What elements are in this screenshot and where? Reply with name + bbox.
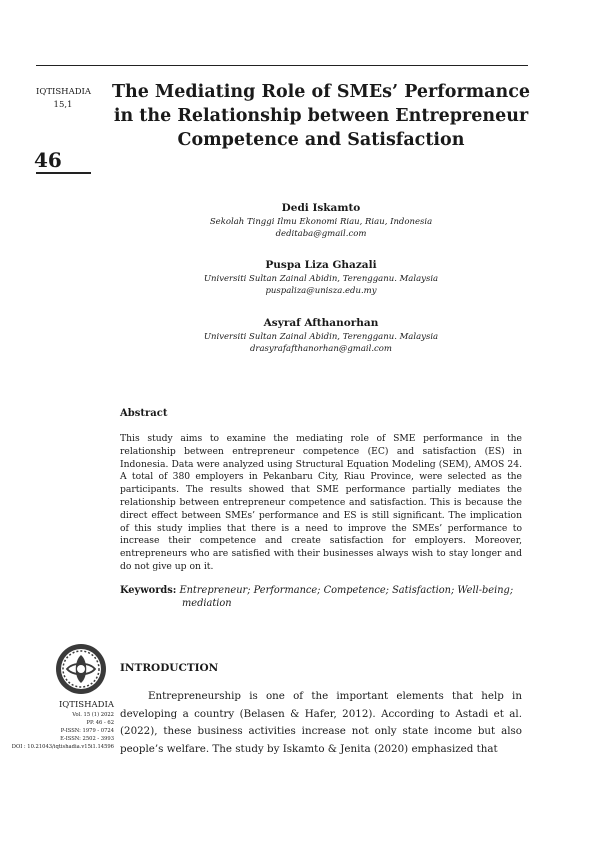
journal-label [36, 86, 90, 112]
introduction-text: Entrepreneurship is one of the important elements that help in developing a country (Belasen & Hafer, 2012). According to Astadi et al. (2022), these business activities increase not only state income but also people’s welfare. The study by Iskamto & Jenita (2020) emphasized that [120, 690, 522, 755]
author-affiliation: Universiti Sultan Zainal Abidin, Terengganu. Malaysia [203, 274, 439, 284]
meta-journal-name: IQTISHADIA [58, 700, 114, 710]
page-number: 46 [34, 148, 62, 172]
author-1 [120, 201, 522, 240]
meta-volume: Vol. 15 (1) 2022 [72, 712, 114, 718]
author-2 [120, 258, 522, 297]
header-rule [36, 65, 528, 66]
author-affiliation: Sekolah Tinggi Ilmu Ekonomi Riau, Riau, Indonesia [209, 217, 433, 227]
meta-doi: DOI : 10.21043/iqtishadia.v15i1.14596 [11, 744, 114, 750]
author-name: Dedi Iskamto [281, 202, 361, 214]
meta-pissn: P-ISSN: 1979 - 0724 [60, 728, 114, 734]
author-email: drasyrafafthanorhan@gmail.com [249, 344, 392, 354]
page-number-rule [36, 172, 91, 174]
introduction-heading: INTRODUCTION [120, 662, 219, 674]
journal-logo-icon [55, 643, 107, 695]
journal-name: IQTISHADIA [36, 87, 92, 97]
author-3 [120, 316, 522, 355]
keywords-list-cont: mediation [182, 598, 232, 609]
author-name: Asyraf Afthanorhan [263, 317, 379, 329]
author-email: puspaliza@unisza.edu.my [265, 286, 377, 296]
keywords [120, 584, 522, 610]
author-email: deditaba@gmail.com [275, 229, 367, 239]
keywords-list: Entrepreneur; Performance; Competence; Satisfaction; Well-being; [179, 585, 514, 596]
abstract-heading: Abstract [120, 408, 168, 419]
author-affiliation: Universiti Sultan Zainal Abidin, Terengganu. Malaysia [203, 332, 439, 342]
meta-eissn: E-ISSN: 2502 - 3993 [60, 736, 114, 742]
journal-volume: 15,1 [53, 100, 73, 110]
author-name: Puspa Liza Ghazali [265, 259, 377, 271]
abstract-text: This study aims to examine the mediating role of SME performance in the relationship between entrepreneur competence (EC) and satisfaction (ES) in Indonesia. Data were analyzed using Structural Equation Modeling (SEM), AMOS 24. A total of 380 employers in Pekanbaru City, Riau Province, were selected as the participants. The results showed that SME performance partially mediates the relationship between entrepreneur competence and satisfaction. This is because the direct effect between SMEs’ performance and ES is still significant. The implication of this study implies that there is a need to improve the SMEs’ performance to increase their competence and create satisfaction for employers. Moreover, entrepreneurs who are satisfied with their businesses always wish to stay longer and do not give up on it. [120, 433, 522, 572]
keywords-label: Keywords: [120, 585, 177, 596]
meta-pages: PP. 46 - 62 [86, 720, 114, 726]
journal-meta [0, 700, 114, 751]
paper-title: The Mediating Role of SMEs’ Performance in the Relationship between Entrepreneur Competence and Satisfaction [111, 82, 531, 150]
